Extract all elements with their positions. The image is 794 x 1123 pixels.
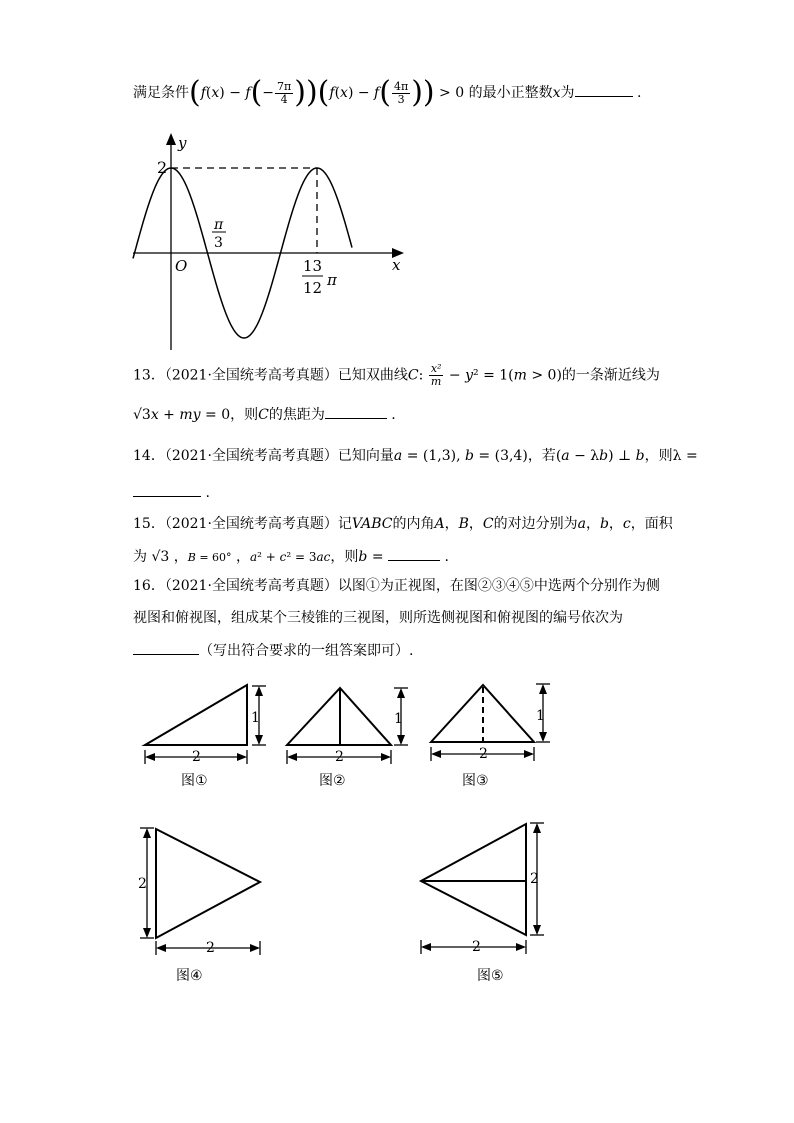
- q14-source: （2021·全国统考高考真题）: [164, 448, 338, 464]
- q16-line2: 视图和俯视图，组成某个三棱锥的三视图，则所选侧视图和俯视图的编号依次为: [133, 610, 623, 626]
- fig5-caption: 图⑤: [477, 968, 504, 984]
- q15-line2: 为 √3 ，B = 60° ，a² + c² = 3ac，则b = .: [133, 546, 449, 568]
- q15-source: （2021·全国统考高考真题）: [164, 516, 338, 532]
- fig4-width-label: 2: [206, 940, 215, 956]
- fig2-caption: 图②: [319, 773, 346, 789]
- q15-answer-blank[interactable]: [388, 546, 440, 561]
- q16-answer-blank[interactable]: [133, 640, 199, 655]
- q16-line1: 16．（2021·全国统考高考真题）以图①为正视图，在图②③④⑤中选两个分别作为侧: [133, 578, 660, 594]
- pi-over-3-den: 3: [214, 235, 223, 251]
- fig2-height-label: 1: [394, 711, 403, 727]
- fig1-width-label: 2: [192, 749, 201, 765]
- fig5-width-label: 2: [472, 939, 481, 955]
- x2-pi: π: [327, 271, 337, 289]
- fig3-caption: 图③: [462, 773, 489, 789]
- q13-source: （2021·全国统考高考真题）: [164, 367, 338, 384]
- pi-over-3-num: π: [214, 217, 224, 233]
- figure-3: [425, 678, 565, 768]
- q14-answer-blank[interactable]: [133, 482, 201, 497]
- x-label: x: [392, 256, 401, 274]
- figure-2: [280, 680, 420, 770]
- frac-4pi-3: $\frac{4\pi}{3}$: [393, 79, 409, 106]
- fig3-height-label: 1: [536, 708, 545, 724]
- q13-line1: 13．（2021·全国统考高考真题）已知双曲线C: $\frac{\text{x²}}{m}$ − y² = 1(m > 0)的一条渐近线为: [133, 362, 660, 388]
- fig5-height-label: 2: [530, 871, 539, 887]
- y-axis-arrow: [166, 133, 176, 145]
- fig1-caption: 图①: [181, 773, 208, 789]
- q16-source: （2021·全国统考高考真题）: [164, 578, 338, 594]
- x2-den: 12: [303, 279, 323, 297]
- frac-7pi-4: $\frac{7\pi}{4}$: [277, 79, 292, 106]
- origin-label: O: [175, 257, 188, 275]
- q12-prefix: 满足条件: [133, 85, 189, 101]
- y-label: y: [178, 134, 187, 152]
- fig2-width-label: 2: [335, 749, 344, 765]
- q14-line1: 14．（2021·全国统考高考真题）已知向量a = (1,3), b = (3,4)，若(a − λb) ⊥ b，则λ =: [133, 448, 698, 464]
- sine-graph: [128, 130, 413, 352]
- figure-1: [135, 680, 275, 770]
- q14-line2: .: [133, 482, 210, 503]
- fig3-width-label: 2: [479, 746, 488, 762]
- fig4-caption: 图④: [176, 968, 203, 984]
- max-label: 2: [157, 158, 168, 177]
- frac-x2-m: $\frac{\text{x²}}{m}$: [430, 362, 442, 388]
- q12-condition-line: 满足条件(f(x) − f(− $\frac{7\pi}{4}$ ))(f(x) − f( $\frac{4\pi}{3}$ )) > 0 的最小正整数x为 .: [133, 75, 642, 110]
- q12-suffix: 的最小正整数: [468, 85, 553, 101]
- fig4-height-label: 2: [138, 876, 147, 892]
- q15-line1: 15．（2021·全国统考高考真题）记VABC的内角A，B，C的对边分别为a，b，c，面积: [133, 516, 673, 532]
- q12-answer-blank[interactable]: [575, 82, 633, 97]
- q13-answer-blank[interactable]: [325, 404, 387, 419]
- q16-line3: （写出符合要求的一组答案即可）.: [133, 640, 413, 661]
- q12-var-x: x: [552, 85, 561, 101]
- x2-num: 13: [303, 257, 323, 275]
- figure-4: [128, 820, 268, 960]
- figure-5: [415, 816, 555, 961]
- fig1-height-label: 1: [251, 710, 260, 726]
- q13-line2: √3x + my = 0，则C的焦距为 .: [133, 404, 396, 425]
